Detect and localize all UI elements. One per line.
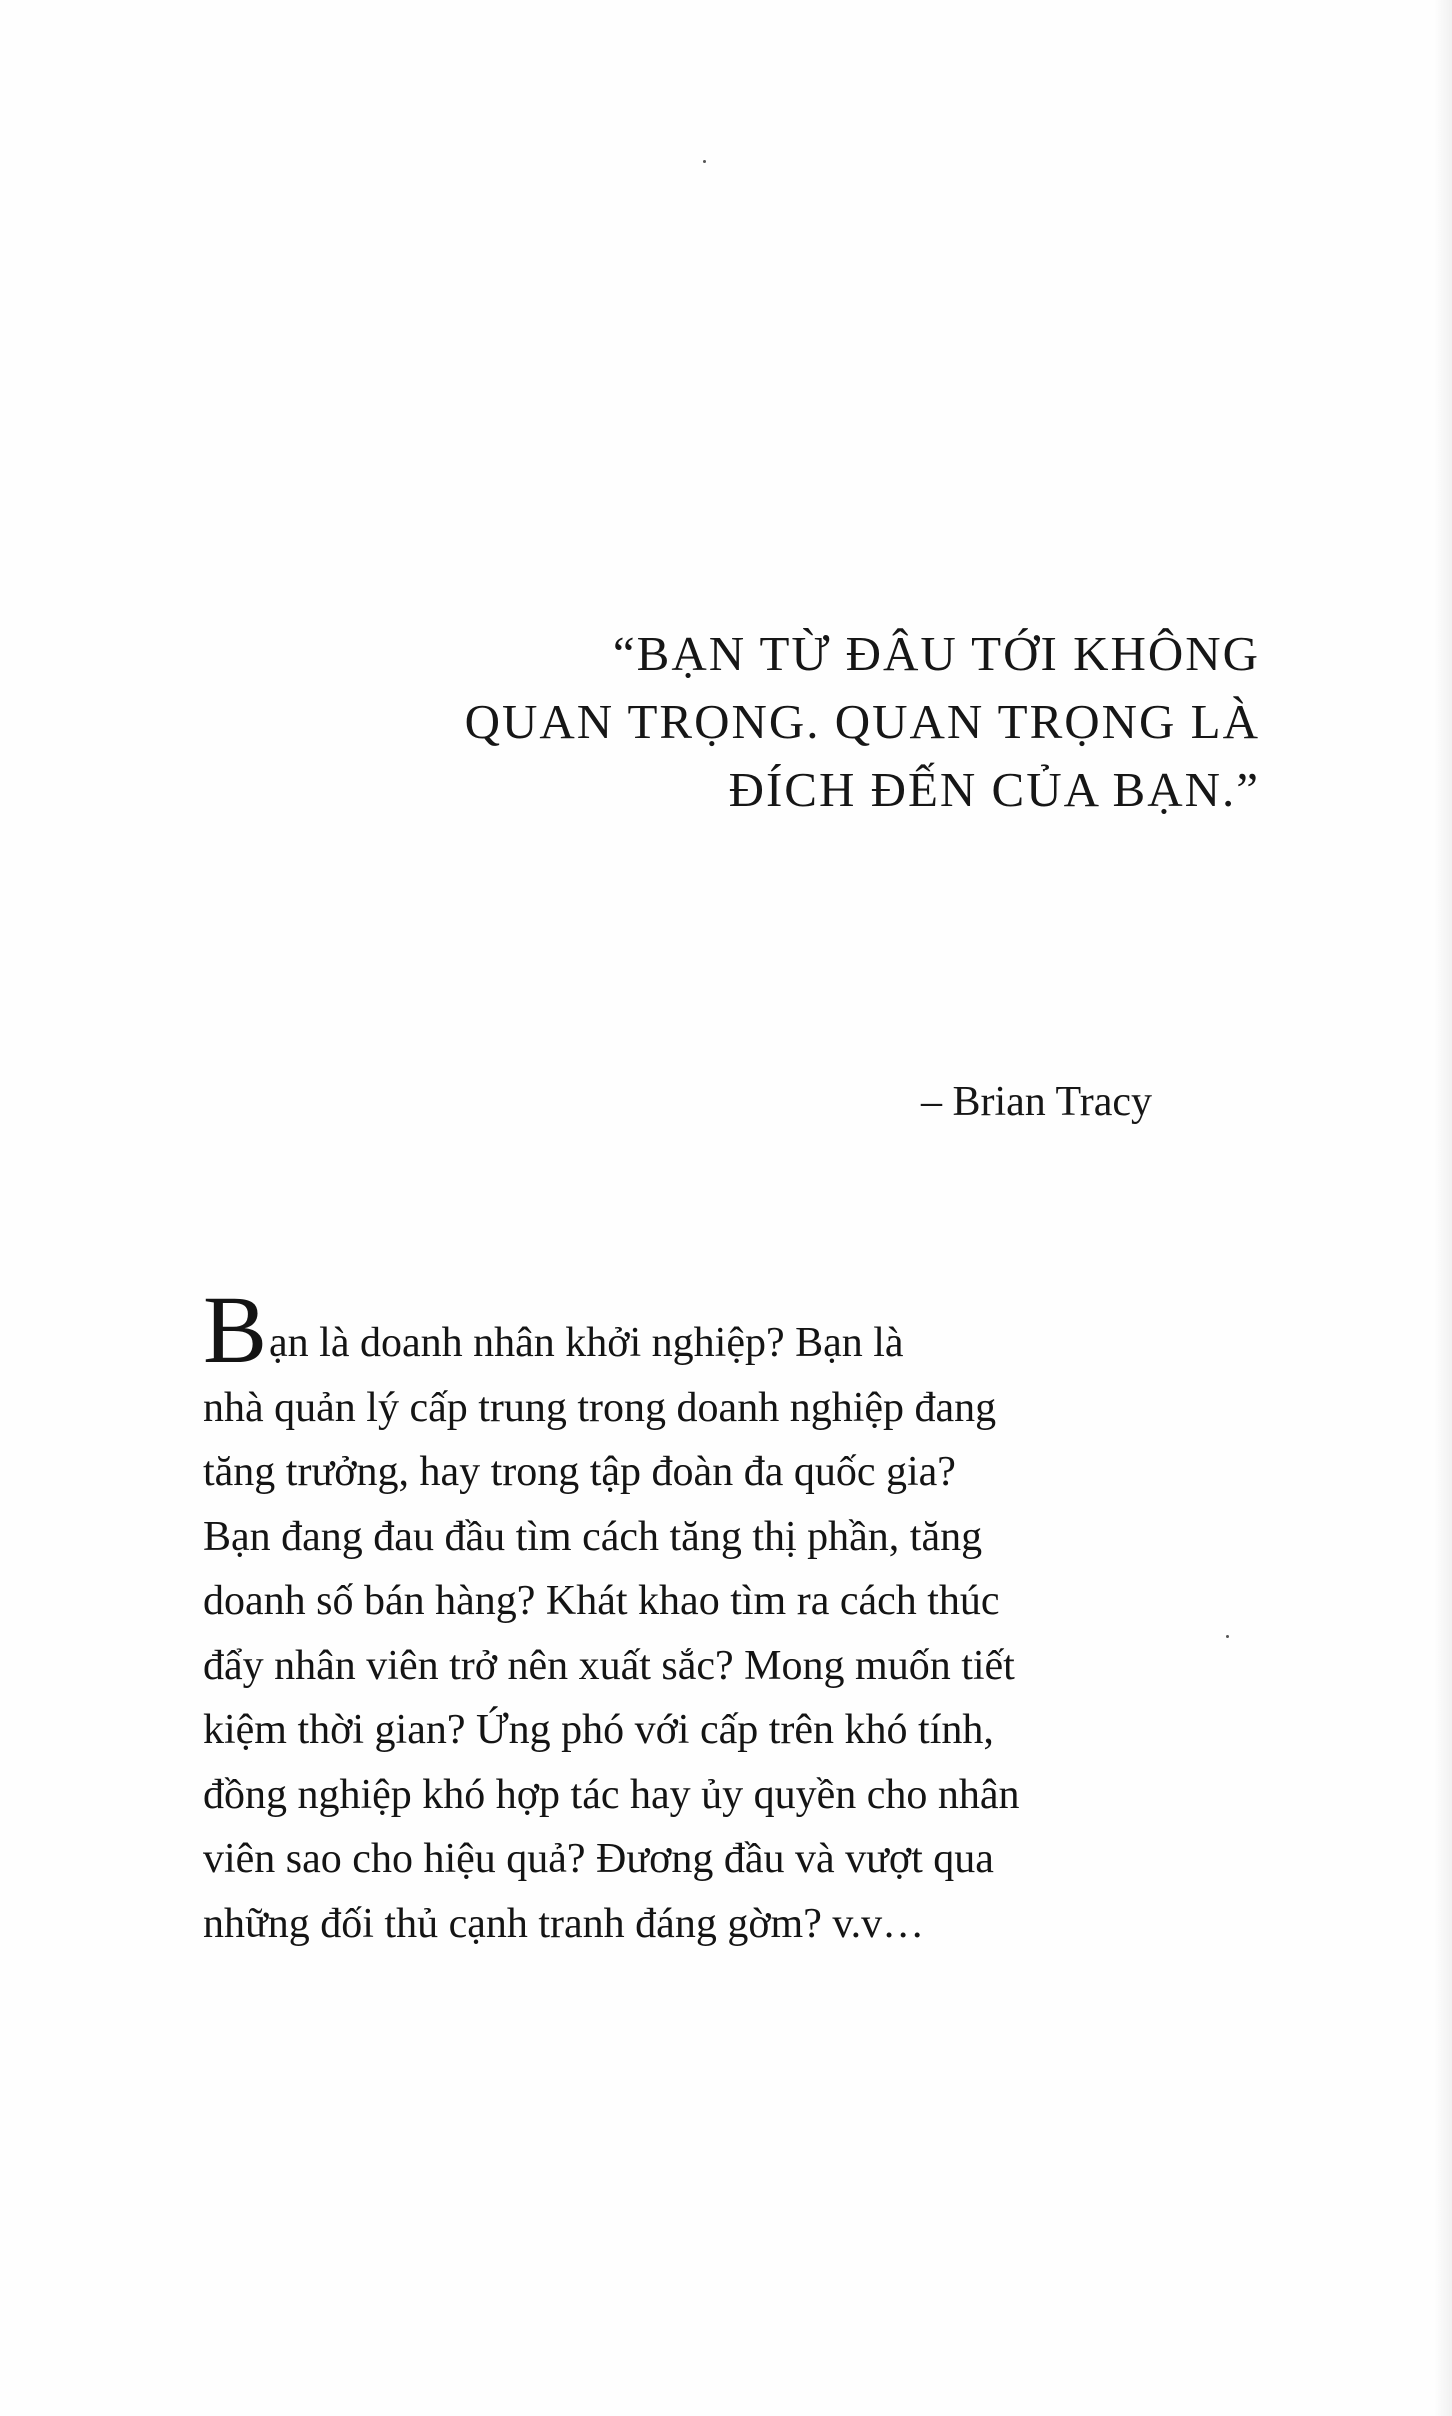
page-edge-shadow — [1434, 0, 1452, 2416]
body-line: tăng trưởng, hay trong tập đoàn đa quốc gia? — [203, 1449, 956, 1495]
body-line: đẩy nhân viên trở nên xuất sắc? Mong muốn tiết — [203, 1642, 1015, 1689]
print-speck — [1226, 1635, 1229, 1638]
body-line-first — [203, 1276, 1153, 1383]
body-line: đồng nghiệp khó hợp tác hay ủy quyền cho nhân — [203, 1771, 1020, 1818]
body-paragraph — [203, 1276, 1153, 1956]
epigraph-quote — [200, 620, 1260, 824]
quote-line: QUAN TRỌNG. QUAN TRỌNG LÀ — [464, 694, 1260, 749]
body-line: viên sao cho hiệu quả? Đương đầu và vượt qua — [203, 1836, 994, 1882]
print-speck — [703, 160, 706, 163]
body-line: những đối thủ cạnh tranh đáng gờm? v.v… — [203, 1900, 925, 1947]
body-line: nhà quản lý cấp trung trong doanh nghiệp đang — [203, 1384, 997, 1431]
body-line: kiệm thời gian? Ứng phó với cấp trên khó tính, — [203, 1707, 994, 1753]
body-line: Bạn đang đau đầu tìm cách tăng thị phần, tăng — [203, 1513, 983, 1560]
drop-cap: B — [203, 1276, 268, 1383]
quote-line: ĐÍCH ĐẾN CỦA BẠN.” — [728, 762, 1260, 817]
quote-attribution: – Brian Tracy — [921, 1079, 1152, 1125]
quote-line: “BẠN TỪ ĐÂU TỚI KHÔNG — [612, 626, 1260, 681]
body-line: doanh số bán hàng? Khát khao tìm ra cách thúc — [203, 1578, 1000, 1624]
body-line-first-text: ạn là doanh nhân khởi nghiệp? Bạn là — [269, 1320, 904, 1366]
